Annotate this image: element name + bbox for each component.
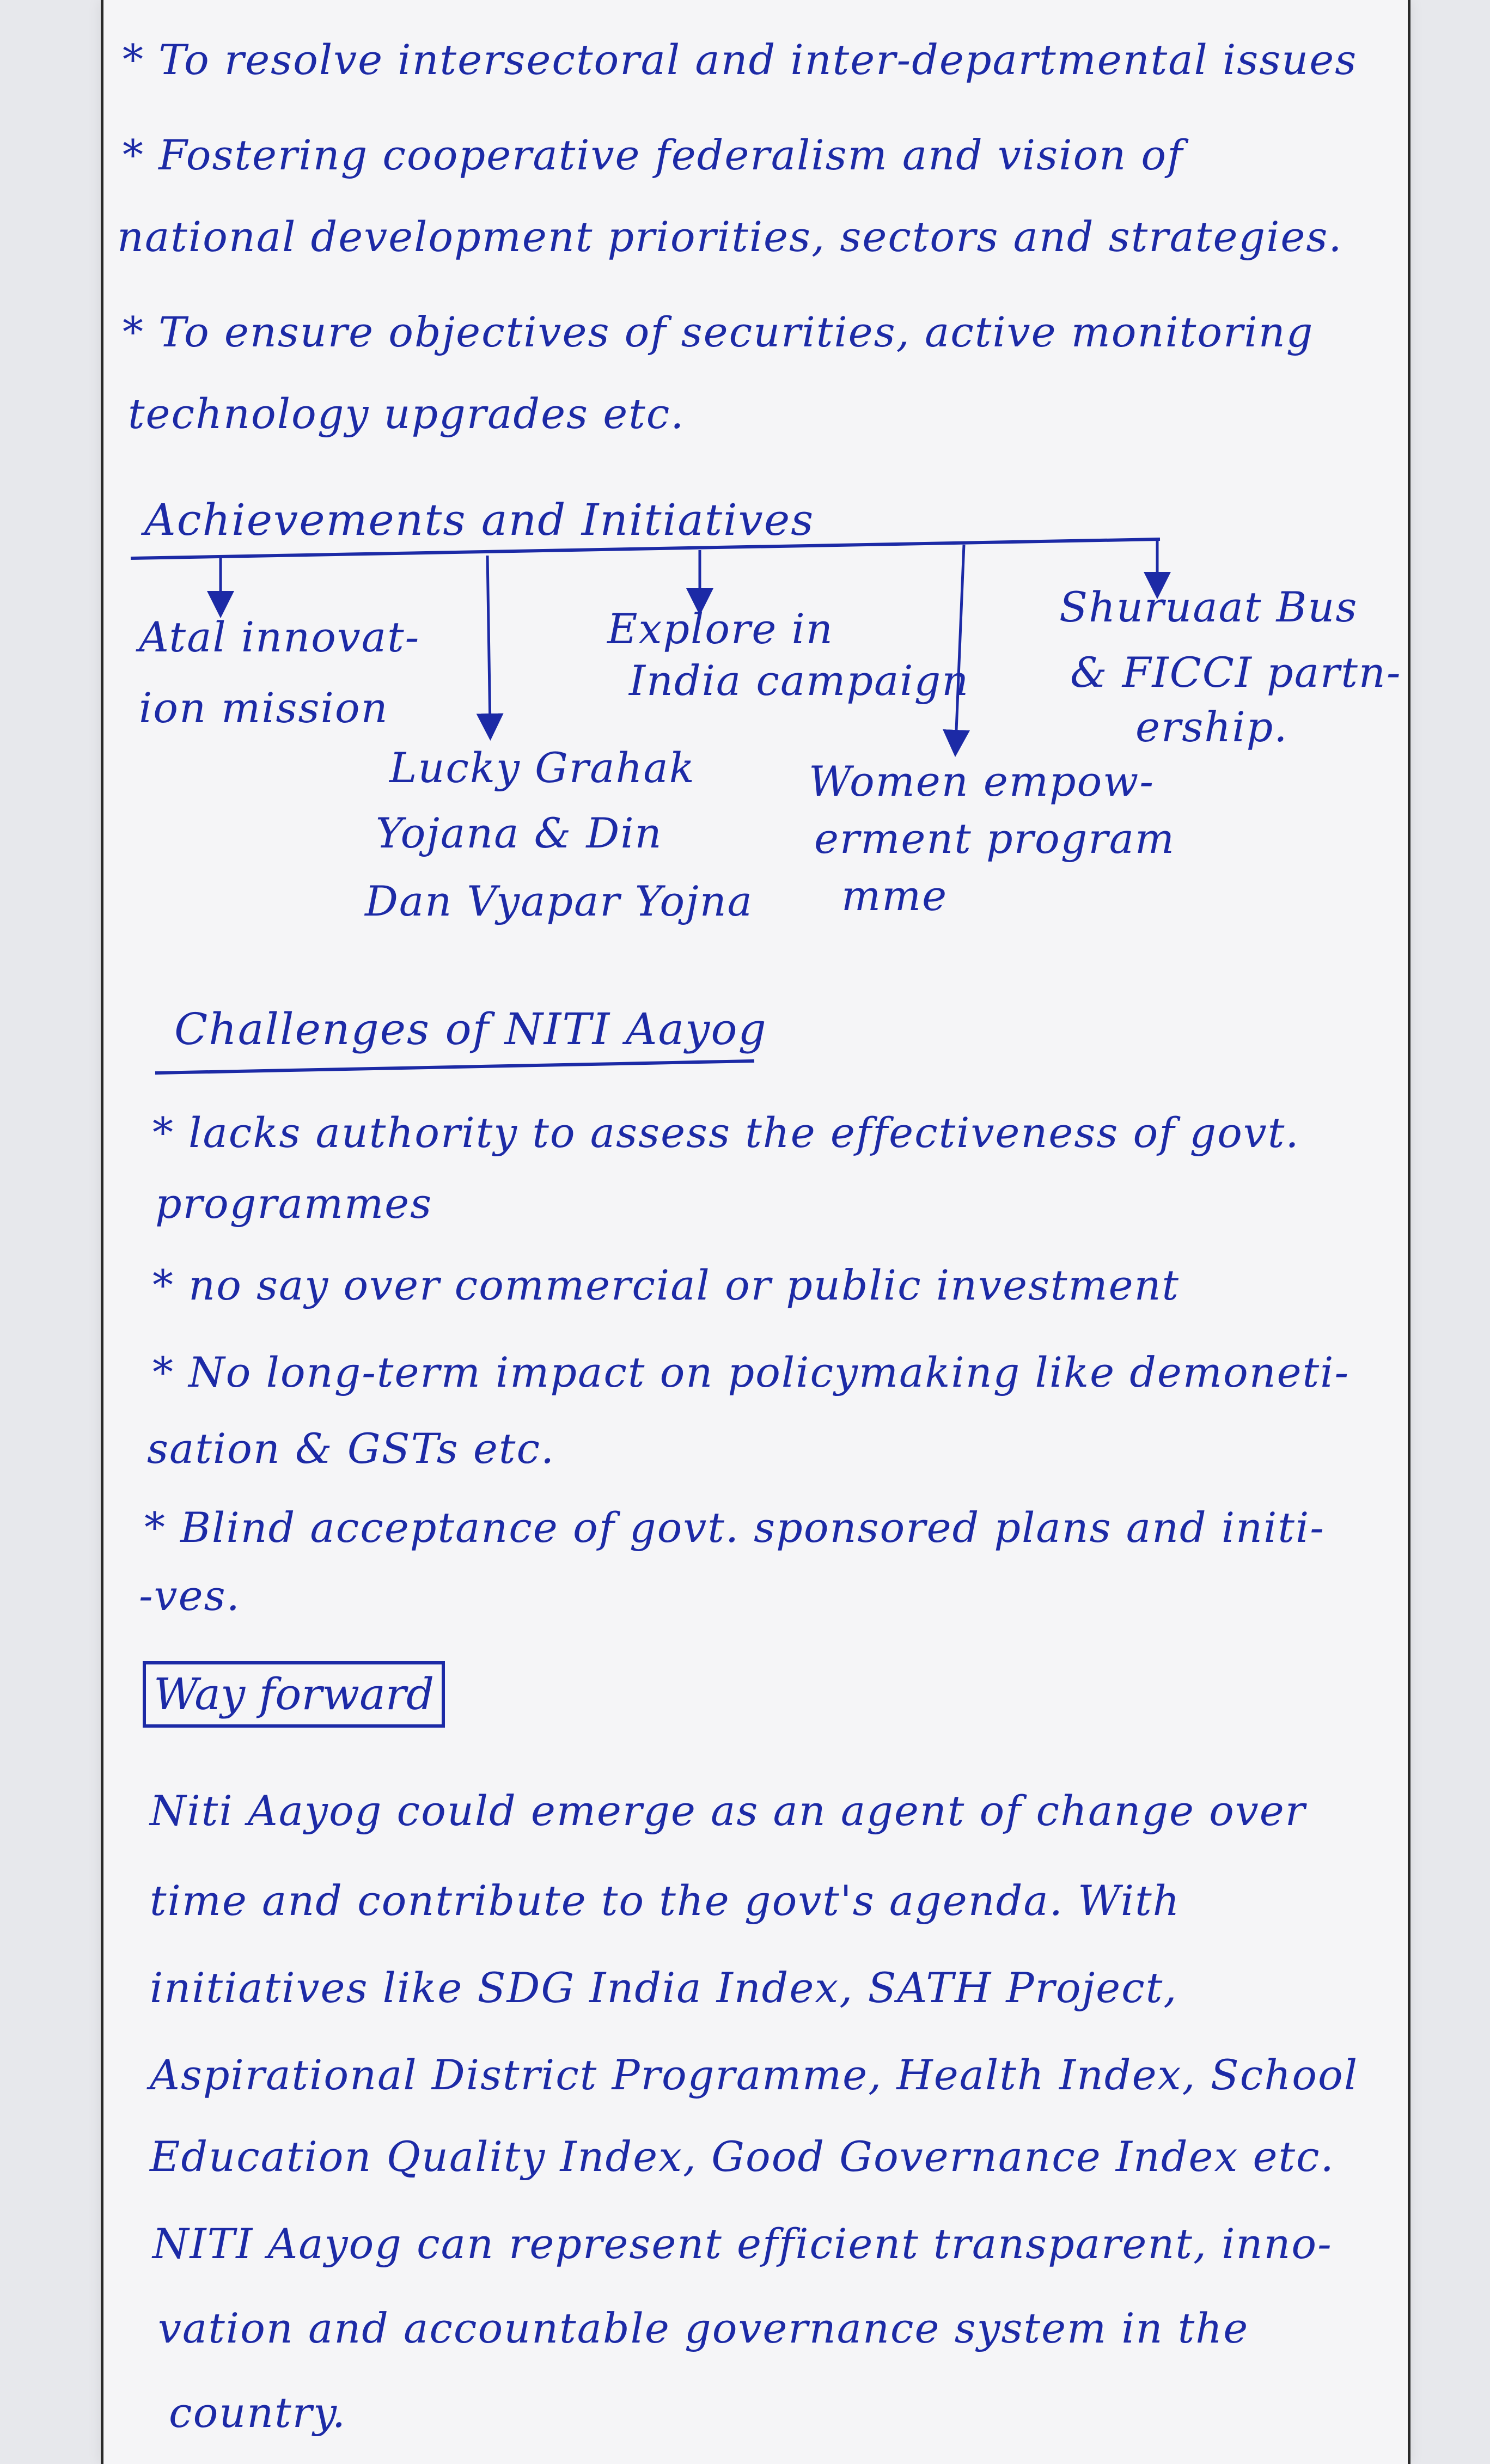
challenges-heading: Challenges of NITI Aayog [174,1004,767,1054]
way-forward-line: country. [169,2388,347,2437]
way-forward-line: Education Quality Index, Good Governance Index etc. [150,2132,1335,2181]
way-forward-line: vation and accountable governance system in the [158,2304,1249,2352]
challenges-underline [155,1061,754,1073]
way-forward-line: Aspirational District Programme, Health Index, School [150,2051,1359,2099]
achievement-shuruaat: Shuruaat Bus [1059,583,1358,631]
intro-line: * Fostering cooperative federalism and vision of [123,131,1184,179]
arrow-women [956,545,964,743]
achievement-women-empowerment: mme [841,871,948,920]
challenge-line: * no say over commercial or public investment [152,1261,1180,1309]
intro-line: * To resolve intersectoral and inter-departmental issues [123,35,1358,84]
challenge-line: programmes [155,1179,433,1228]
intro-line: national development priorities, sectors and strategies. [117,212,1343,261]
challenge-line: * No long-term impact on policymaking like demoneti- [152,1348,1350,1396]
intro-line: technology upgrades etc. [128,389,685,438]
achievement-lucky-grahak: Dan Vyapar Yojna [365,877,753,925]
achievement-women-empowerment: Women empow- [809,757,1155,806]
achievement-lucky-grahak: Yojana & Din [376,809,663,857]
achievement-atal: Atal innovat- [139,613,420,661]
challenge-line: -ves. [139,1571,241,1620]
achievement-shuruaat: ership. [1135,703,1289,751]
way-forward-line: Niti Aayog could emerge as an agent of change over [150,1786,1306,1835]
way-forward-line: initiatives like SDG India Index, SATH Project, [150,1963,1178,2012]
arrow-lucky [487,556,490,727]
achievement-women-empowerment: erment program [814,814,1176,863]
intro-line: * To ensure objectives of securities, active monitoring [123,308,1314,356]
achievements-heading: Achievements and Initiatives [144,495,815,545]
way-forward-line: NITI Aayog can represent efficient transparent, inno- [152,2219,1333,2268]
achievement-explore-india: Explore in [607,605,834,653]
challenge-line: sation & GSTs etc. [147,1424,555,1473]
challenge-line: * Blind acceptance of govt. sponsored plans and initi- [144,1503,1325,1552]
challenge-line: * lacks authority to assess the effectiveness of govt. [152,1108,1300,1157]
way-forward-line: time and contribute to the govt's agenda. With [150,1876,1181,1925]
achievement-explore-india: India campaign [629,656,970,705]
achievement-atal: ion mission [139,684,389,732]
achievement-lucky-grahak: Lucky Grahak [389,743,695,792]
way-forward-heading: Way forward [143,1661,445,1728]
achievement-shuruaat: & FICCI partn- [1070,648,1402,697]
